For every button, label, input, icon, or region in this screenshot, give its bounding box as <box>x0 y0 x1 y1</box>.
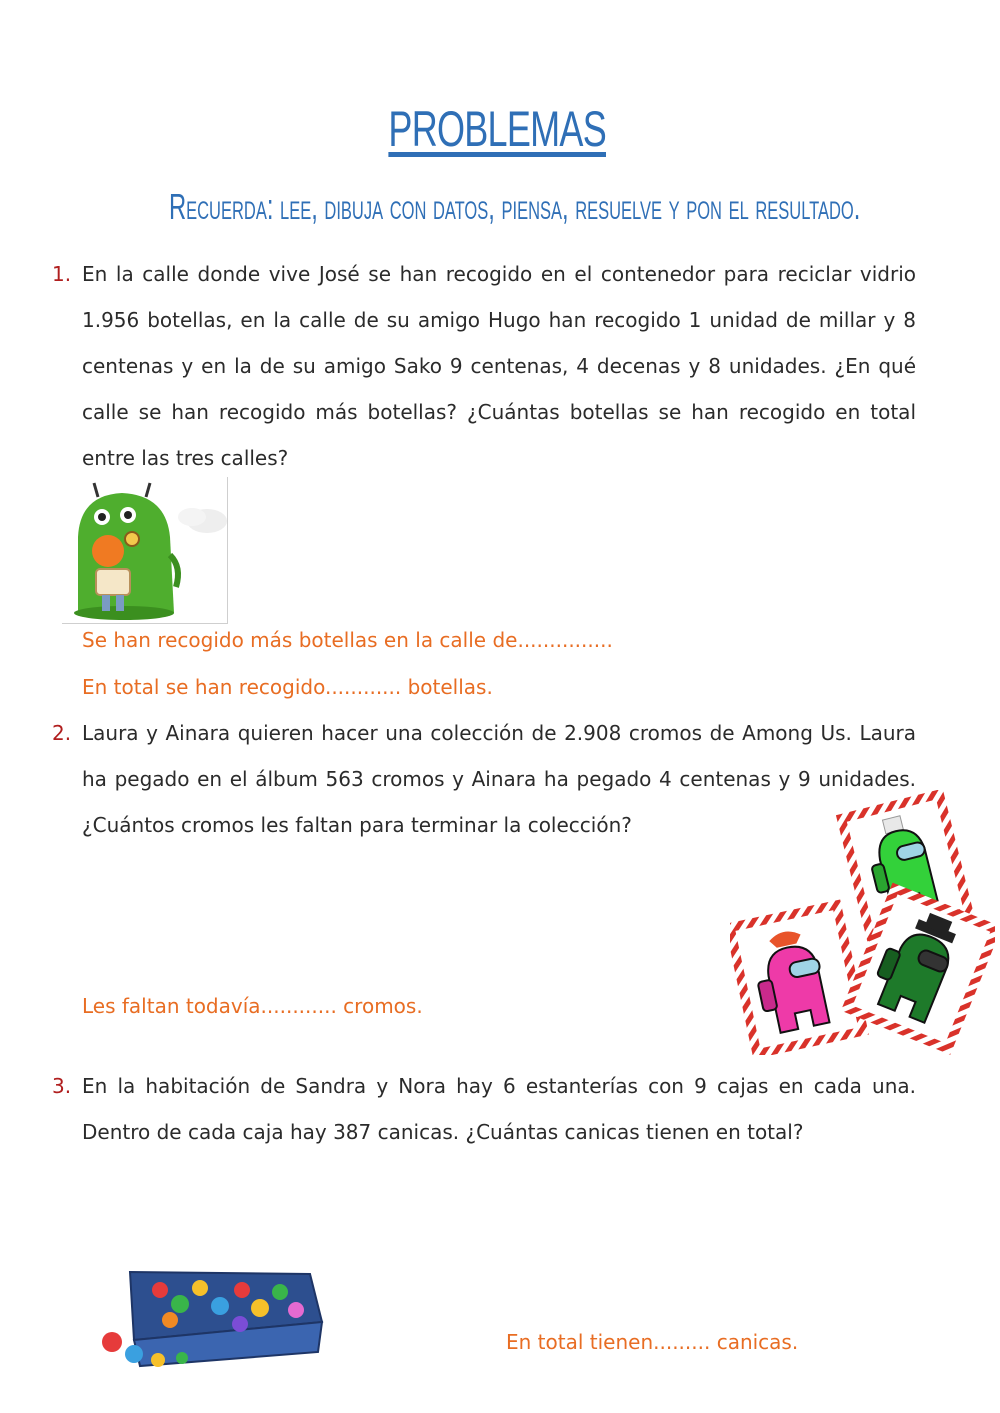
problem-1-answer-2: En total se han recogido............ botellas. <box>82 675 493 699</box>
among-us-cards-image <box>730 790 995 1055</box>
page-subtitle: Recuerda: lee, dibuja con datos, piensa, resuelve y pon el resultado. <box>168 186 861 227</box>
problem-3-text: En la habitación de Sandra y Nora hay 6 estanterías con 9 cajas en cada una. Dentro de cada caja hay 387 canicas. ¿Cuántas canicas tienen en total? <box>82 1074 916 1144</box>
problem-3-answer-1: En total tienen......... canicas. <box>506 1330 799 1354</box>
problem-2-text: Laura y Ainara quieren hacer una colección de 2.908 cromos de Among Us. Laura ha pegado en el álbum 563 cromos y Ainara ha pegado 4 centenas y 9 unidades. ¿Cuántos cromos les faltan para terminar la colección? <box>82 721 916 837</box>
problem-3-number: 3. <box>52 1074 72 1098</box>
page-title: PROBLEMAS <box>388 101 606 157</box>
marbles-tin-image <box>100 1260 325 1372</box>
problem-1-text: En la calle donde vive José se han recogido en el contenedor para reciclar vidrio 1.956 botellas, en la calle de su amigo Hugo han recogido 1 unidad de millar y 8 centenas y en la de su amigo Sako 9 centenas, 4 decenas y 8 unidades. ¿En qué calle se han recogido más botellas? ¿Cuántas botellas se han recogido en total entre las tres calles? <box>82 262 916 470</box>
problem-2-answer-1: Les faltan todavía............ cromos. <box>82 994 423 1018</box>
problem-1-answer-1: Se han recogido más botellas en la calle de............... <box>82 628 613 652</box>
problem-2-number: 2. <box>52 721 72 745</box>
problem-1-number: 1. <box>52 262 72 286</box>
recycling-bin-image <box>62 477 228 624</box>
